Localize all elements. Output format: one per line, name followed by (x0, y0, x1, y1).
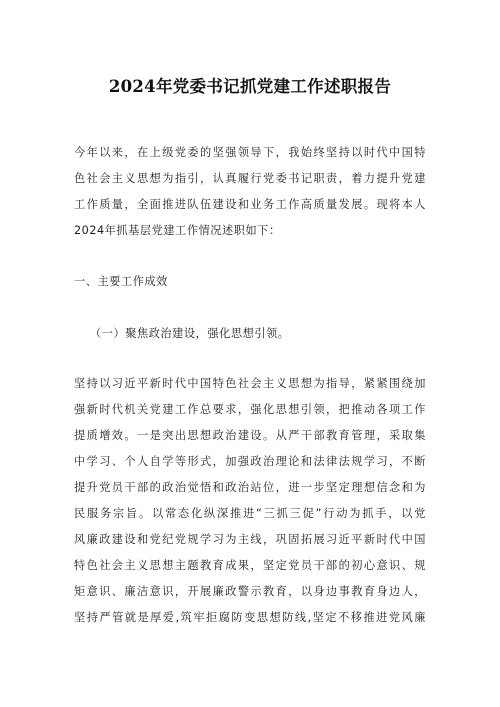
body-line: 风廉政建设和党纪党规学习为主线，巩固拓展习近平新时代中国 (74, 533, 426, 546)
body-line: 提升党员干部的政治觉悟和政治站位，进一步坚定理想信念和为 (74, 481, 426, 494)
body-line: 坚持严管就是厚爱,筑牢拒腐防变思想防线,坚定不移推进党风廉 (74, 611, 426, 624)
body-line: 提质增效。一是突出思想政治建设。从严干部教育管理，采取集 (74, 429, 426, 442)
intro-line: 色社会主义思想为指引，认真履行党委书记职责，着力提升党建 (74, 172, 426, 185)
body-paragraph (74, 371, 426, 631)
body-line: 中学习、个人自学等形式，加强政治理论和法律法规学习，不断 (74, 455, 426, 468)
body-line: 特色社会主义思想主题教育成果，坚定党员干部的初心意识、规 (74, 559, 426, 572)
body-line: 民服务宗旨。以常态化纵深推进“三抓三促”行动为抓手，以党 (74, 507, 426, 520)
body-line: 强新时代机关党建工作总要求，强化思想引领，把推动各项工作 (74, 403, 426, 416)
intro-line: 工作质量，全面推进队伍建设和业务工作高质量发展。现将本人 (74, 198, 426, 211)
intro-paragraph (74, 140, 426, 244)
subsection-heading: （一）聚焦政治建设，强化思想引领。 (90, 327, 290, 340)
section-heading: 一、主要工作成效 (74, 275, 168, 288)
body-line: 矩意识、廉洁意识，开展廉政警示教育，以身边事教育身边人， (74, 585, 426, 598)
body-line: 坚持以习近平新时代中国特色社会主义思想为指导，紧紧围绕加 (74, 377, 426, 390)
intro-line: 今年以来，在上级党委的坚强领导下，我始终坚持以时代中国特 (74, 146, 426, 159)
intro-line: 2024年抓基层党建工作情况述职如下： (74, 224, 281, 237)
document-title: 2024年党委书记抓党建工作述职报告 (108, 77, 392, 96)
